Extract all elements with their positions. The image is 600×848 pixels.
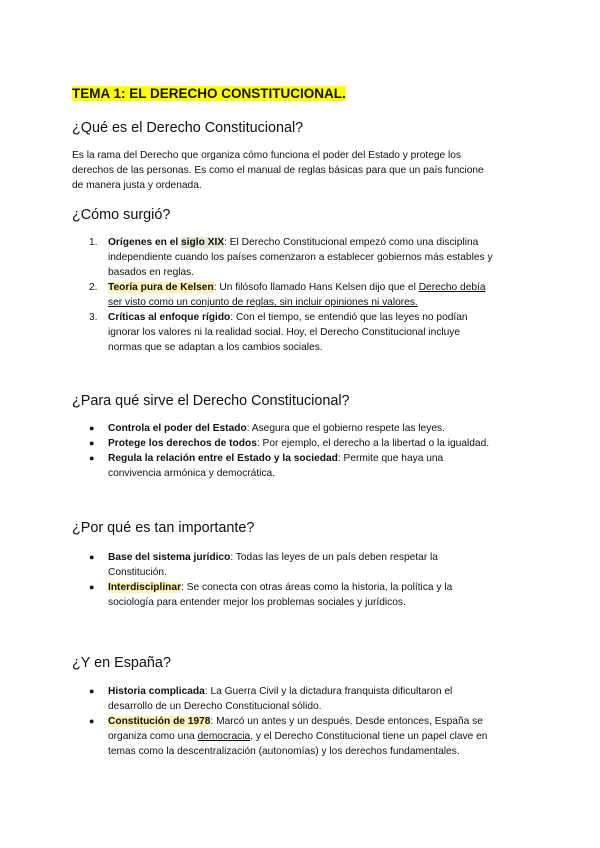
heading-en-espana: ¿Y en España? [72,655,171,671]
list-item: ● Protege los derechos de todos: Por ejemplo, el derecho a la libertad o la igualdad. [89,438,490,449]
heading-para-que-sirve: ¿Para qué sirve el Derecho Constitucional? [72,393,350,409]
list-item: 1. Orígenes en el siglo XIX: El Derecho Constitucional empezó como una disciplina independiente cuando los países comenzaron a establecer gobiernos más estables y basados en reglas. [89,237,493,278]
list-item: ● Constitución de 1978: Marcó un antes y un después. Desde entonces, España se organiza como una democracia, y el Derecho Constitucional tiene un papel clave en temas como la descentralización (autonomías) y los derechos fundamentales. [89,716,488,757]
bullet-icon: ● [89,438,95,448]
list-item: ● Interdisciplinar: Se conecta con otras áreas como la historia, la política y la sociología para entender mejor los problemas sociales y jurídicos. [89,582,453,608]
heading-como-surgio: ¿Cómo surgió? [72,207,171,223]
spain-list [72,684,542,759]
list-item: 3. Críticas al enfoque rígido: Con el tiempo, se entendió que las leyes no podían ignorar los valores ni la realidad social. Hoy, el Derecho Constitucional incluye normas que se adaptan a los cambios sociales. [89,312,468,353]
bullet-icon: ● [89,582,95,592]
list-item: ● Historia complicada: La Guerra Civil y la dictadura franquista dificultaron el desarrollo de un Derecho Constitucional sólido. [89,686,453,712]
importance-list [72,550,542,610]
list-item: ● Controla el poder del Estado: Asegura que el gobierno respete las leyes. [89,423,445,434]
bullet-icon: ● [89,423,95,433]
bullet-icon: ● [89,552,95,562]
list-item: ● Regula la relación entre el Estado y la sociedad: Permite que haya una convivencia armónica y democrática. [89,453,444,479]
bullet-icon: ● [89,453,95,463]
list-item: ● Base del sistema jurídico: Todas las leyes de un país deben respetar la Constitución. [89,552,438,578]
origins-list [72,235,542,355]
intro-paragraph: Es la rama del Derecho que organiza cómo funciona el poder del Estado y protege los derechos de las personas. Es como el manual de reglas básicas para que un país funcione de manera justa y ordenada. [72,150,484,191]
purpose-list [72,421,542,481]
bullet-icon: ● [89,686,95,696]
heading-por-que-importante: ¿Por qué es tan importante? [72,520,255,536]
document-title: TEMA 1: EL DERECHO CONSTITUCIONAL. [72,86,346,101]
heading-que-es: ¿Qué es el Derecho Constitucional? [72,120,304,136]
bullet-icon: ● [89,716,95,726]
list-item: 2. Teoría pura de Kelsen: Un filósofo llamado Hans Kelsen dijo que el Derecho debía ser visto como un conjunto de reglas, sin incluir opiniones ni valores. [89,282,486,308]
